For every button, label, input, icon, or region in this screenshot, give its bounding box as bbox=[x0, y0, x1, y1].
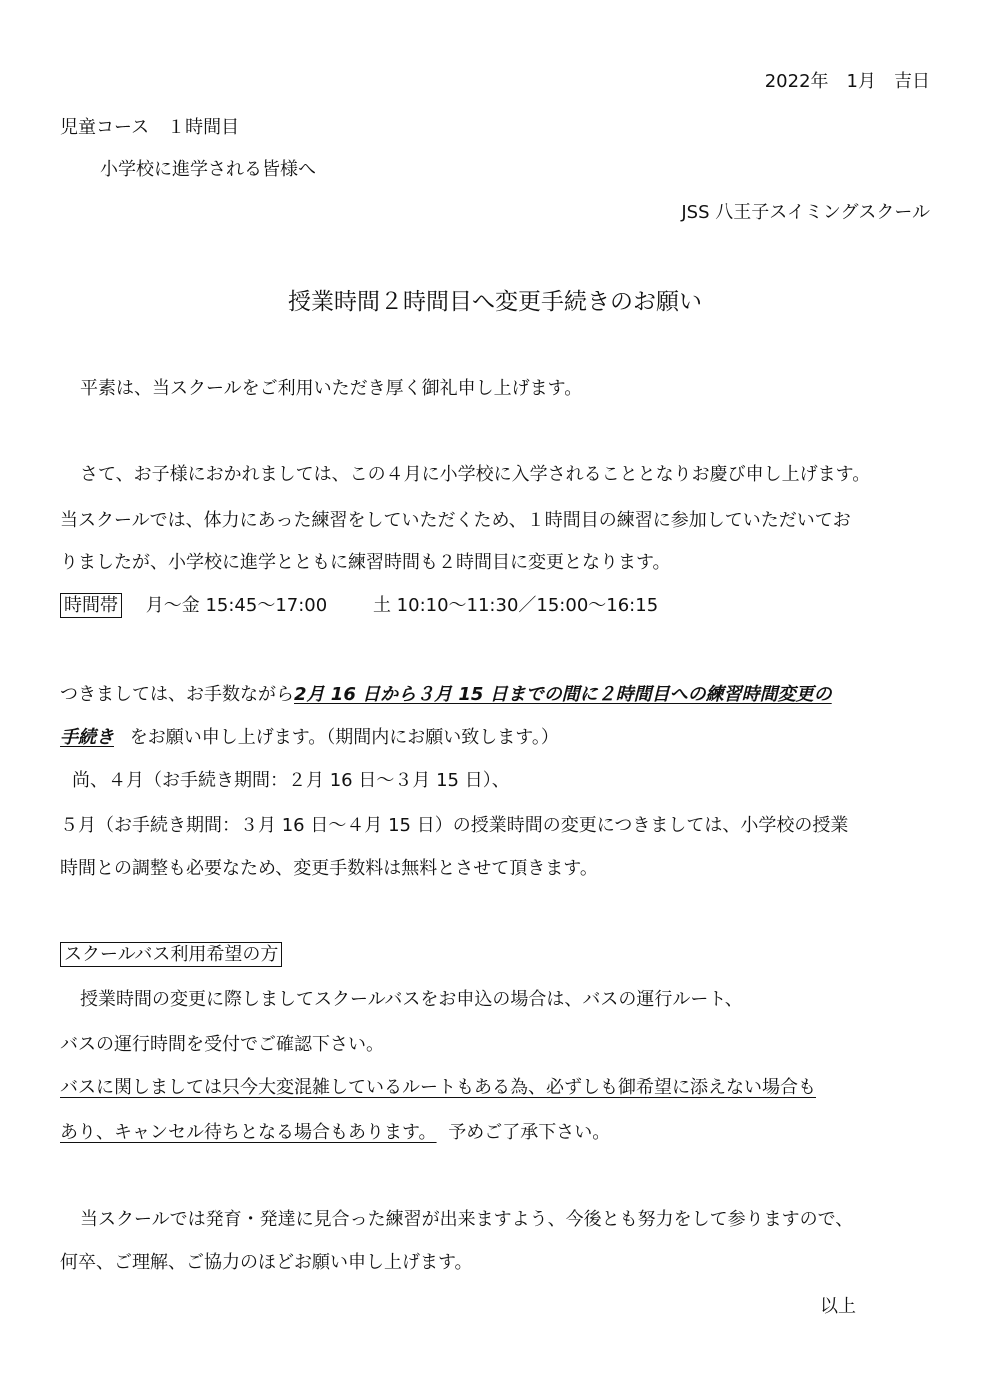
bus-warning-tail: 予めご了承下さい。 bbox=[448, 1122, 611, 1143]
course-name: 児童コース １時間目 bbox=[60, 117, 240, 138]
bus-line: バスの運行時間を受付でご確認下さい。 bbox=[60, 1034, 384, 1055]
procedure-line bbox=[60, 684, 832, 706]
greeting-text: 平素は、当スクールをご利用いただき厚く御礼申し上げます。 bbox=[80, 378, 583, 399]
paragraph-line: 当スクールでは、体力にあった練習をしていただくため、１時間目の練習に参加していただいてお bbox=[60, 510, 851, 531]
issue-date: 2022年 1月 吉日 bbox=[764, 71, 930, 92]
schedule-row bbox=[60, 595, 658, 617]
procedure-outro: をお願い申し上げます。（期間内にお願い致します。） bbox=[129, 727, 559, 748]
sender-name: JSS 八王子スイミングスクール bbox=[681, 202, 930, 223]
paragraph-line: さて、お子様におかれましては、この４月に小学校に入学されることとなりお慶び申し上げます。 bbox=[80, 464, 871, 485]
bus-warning-line: あり、キャンセル待ちとなる場合もあります。 bbox=[60, 1122, 437, 1143]
bus-line: 授業時間の変更に際しましてスクールバスをお申込の場合は、バスの運行ルート、 bbox=[80, 989, 743, 1010]
bus-heading-label: スクールバス利用希望の方 bbox=[60, 942, 282, 967]
bus-warning-line: バスに関しましては只今大変混雑しているルートもある為、必ずしも御希望に添えない場合も bbox=[60, 1077, 816, 1098]
procedure-line bbox=[60, 727, 559, 749]
note-line: 時間との調整も必要なため、変更手数料は無料とさせて頂きます。 bbox=[60, 858, 598, 879]
note-line: ５月（お手続き期間：３月 16 日～４月 15 日）の授業時間の変更につきましては、小学校の授業 bbox=[60, 815, 849, 836]
note-line: 尚、４月（お手続き期間：２月 16 日～３月 15 日）、 bbox=[72, 770, 510, 791]
bus-warning-row bbox=[60, 1122, 610, 1144]
schedule-saturday: 土 10:10～11:30／15:00～16:15 bbox=[372, 595, 659, 616]
bus-heading bbox=[60, 944, 282, 966]
closing-end: 以上 bbox=[820, 1296, 856, 1317]
procedure-intro: つきましては、お手数ながら bbox=[60, 684, 294, 705]
page-title: 授業時間２時間目へ変更手続きのお願い bbox=[288, 289, 702, 315]
schedule-label: 時間帯 bbox=[60, 593, 122, 618]
paragraph-line: りましたが、小学校に進学とともに練習時間も２時間目に変更となります。 bbox=[60, 552, 671, 573]
procedure-emphasis: 手続き bbox=[60, 727, 114, 748]
procedure-emphasis: 2月 16 日から３月 15 日までの間に２時間目への練習時間変更の bbox=[294, 684, 832, 705]
schedule-weekday: 月～金 15:45～17:00 bbox=[145, 595, 328, 616]
closing-line: 当スクールでは発育・発達に見合った練習が出来ますよう、今後とも努力をして参りますので、 bbox=[80, 1209, 854, 1230]
addressee: 小学校に進学される皆様へ bbox=[100, 159, 316, 180]
closing-line: 何卒、ご理解、ご協力のほどお願い申し上げます。 bbox=[60, 1252, 473, 1273]
